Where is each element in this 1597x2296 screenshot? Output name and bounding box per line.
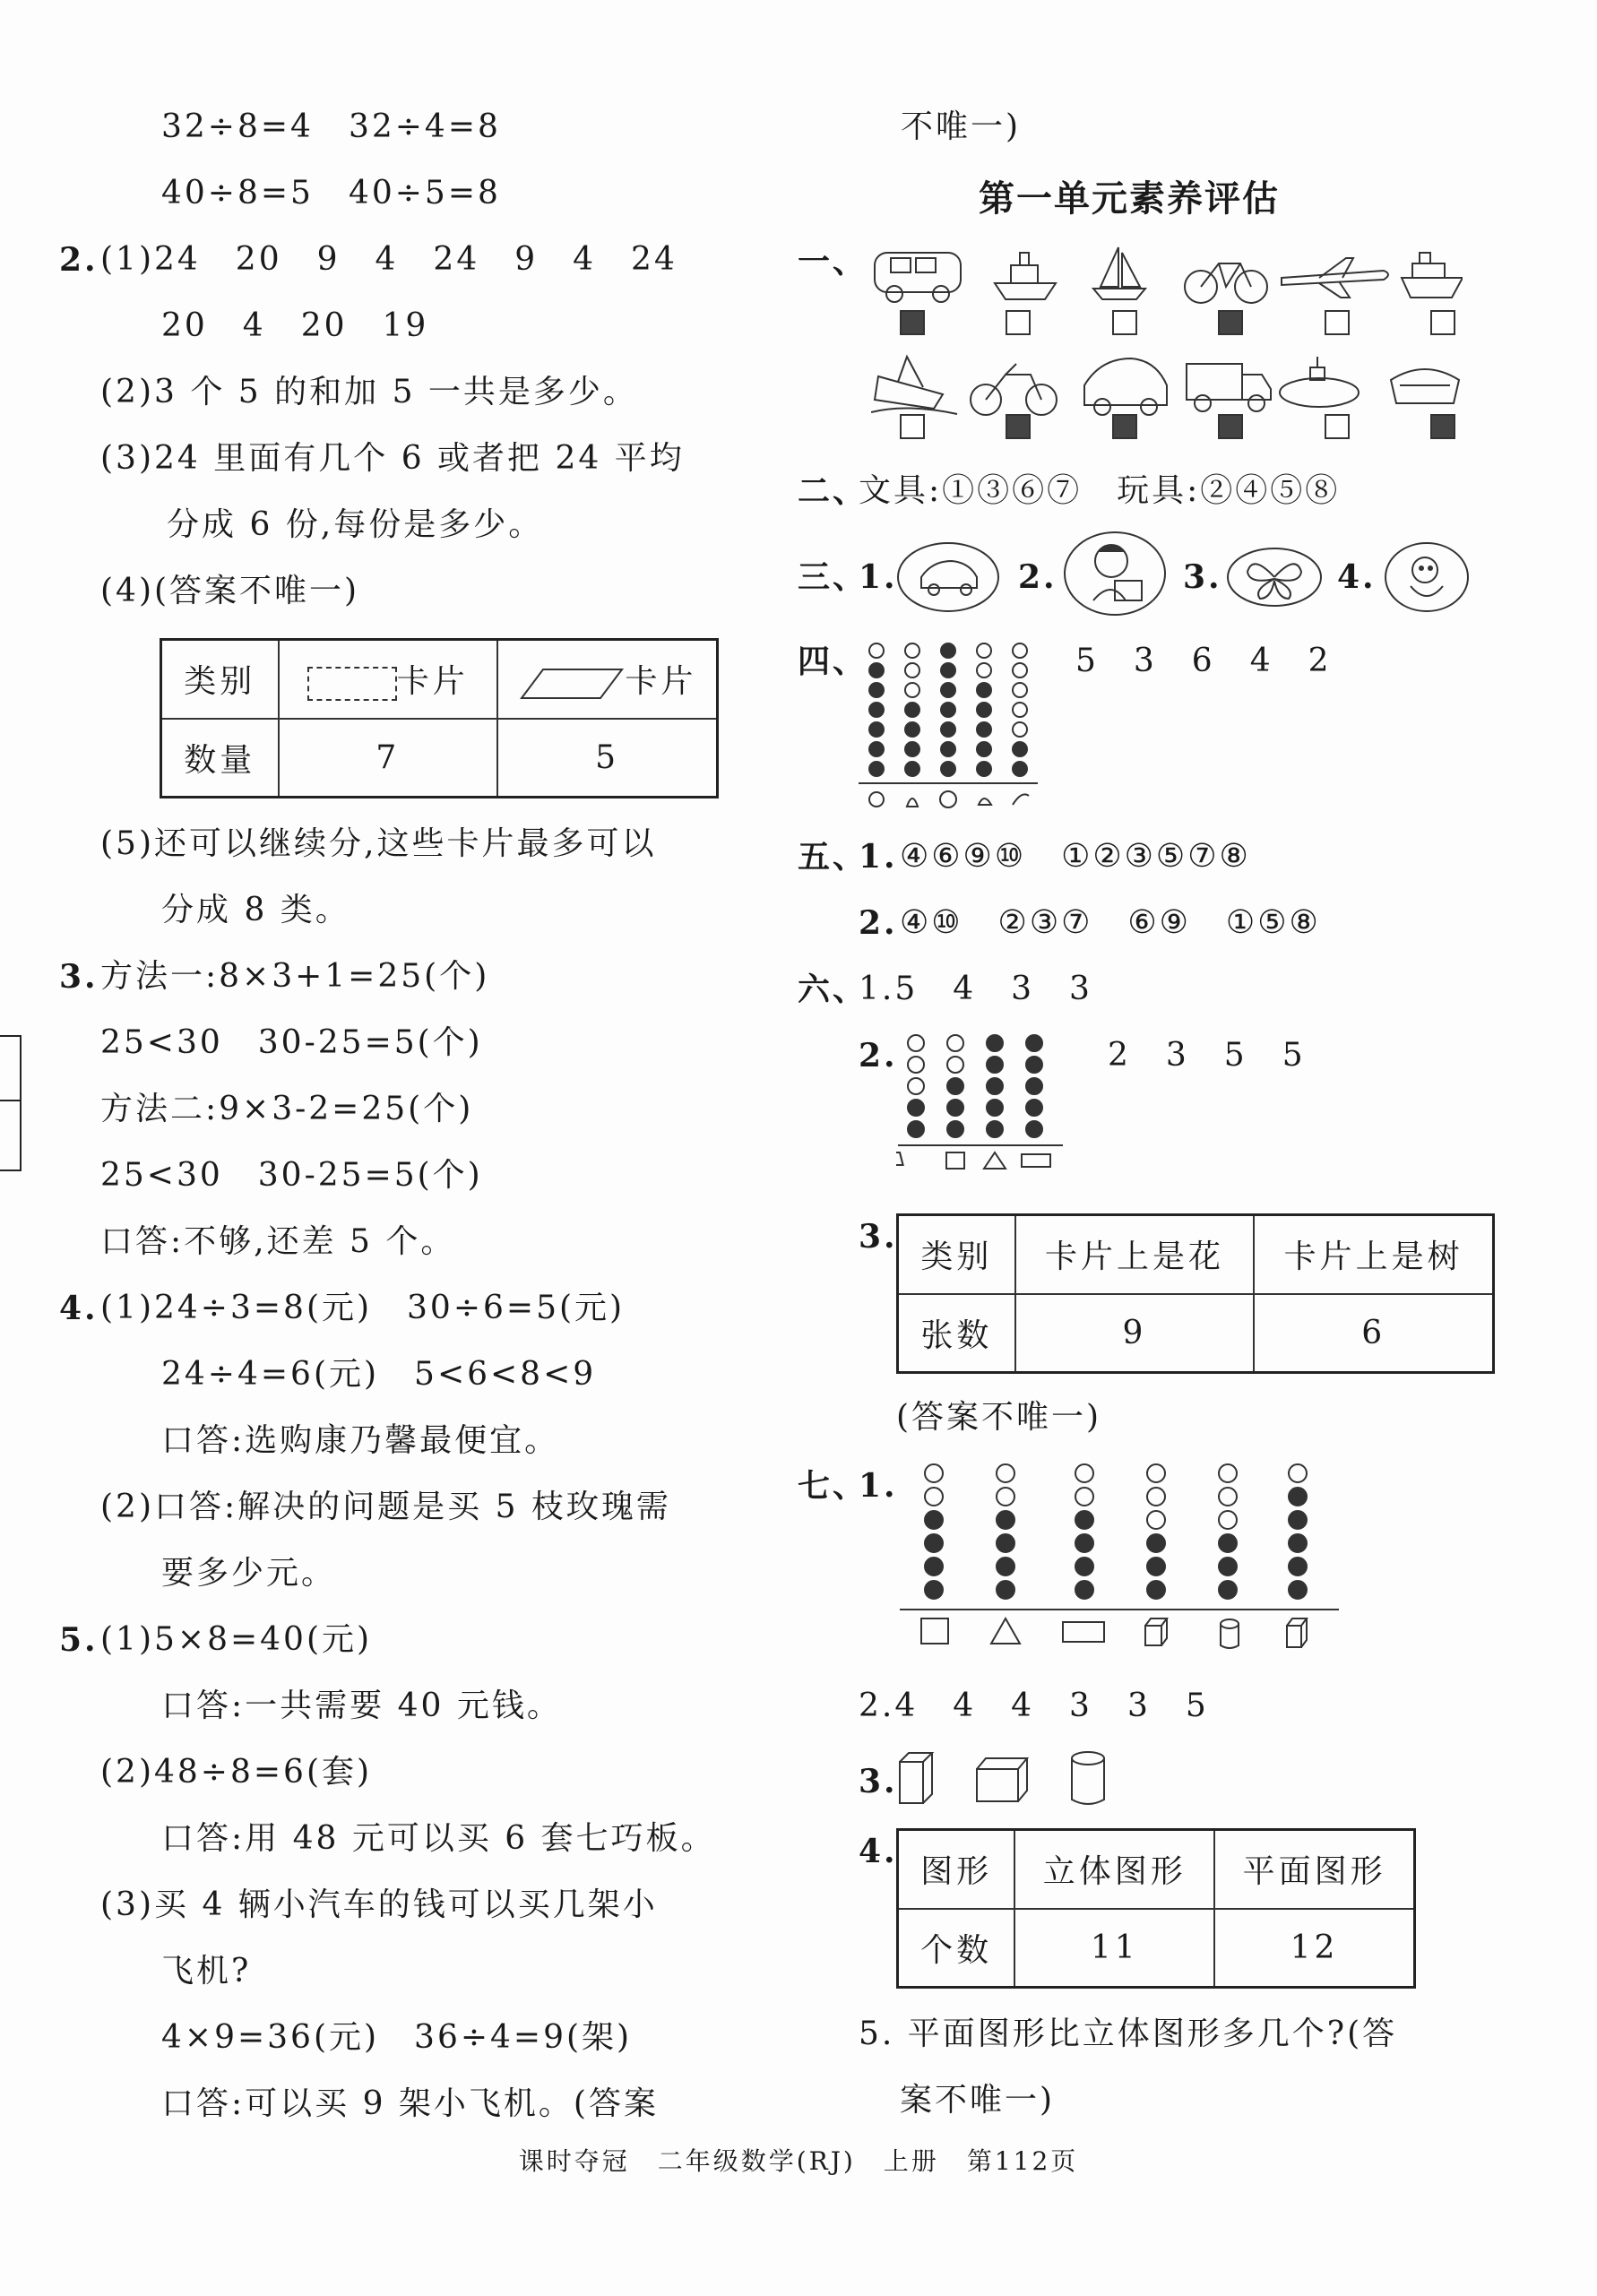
section-number: 一、 (798, 243, 868, 281)
filled-box (900, 310, 925, 335)
item-number: 4. (859, 1833, 898, 1870)
answer-line: (5)还可以继续分,这些卡片最多可以 (100, 825, 657, 862)
table-header: 图形 (898, 1830, 1015, 1909)
table-header: 平面图形 (1214, 1830, 1414, 1909)
answer-line: (4)(答案不唯一) (100, 573, 360, 609)
bicycle-icon (1185, 263, 1267, 303)
item-number: 1. (859, 1467, 898, 1505)
card-category-table (160, 638, 719, 798)
table-cell: 7 (279, 719, 498, 798)
table-cell: 12 (1214, 1909, 1414, 1988)
answer-boxes-row1 (900, 310, 1455, 335)
item-number: 3. (859, 1763, 898, 1800)
empty-box (900, 414, 925, 439)
motorcycle-icon (971, 364, 1057, 415)
answer-line: 5. 平面图形比立体图形多几个?(答 (859, 2015, 1398, 2052)
answer-line: (3)24 里面有几个 6 或者把 24 平均 (100, 440, 685, 477)
answer-line: 要多少元。 (161, 1555, 337, 1592)
answer-line: 口答:不够,还差 5 个。 (100, 1223, 456, 1260)
car-icon (1084, 358, 1167, 415)
hovercraft-icon (1391, 369, 1459, 403)
answer-line: 40÷8=5 40÷5=8 (161, 175, 501, 211)
filled-box (1112, 414, 1137, 439)
answer-line: (1)5×8=40(元) (100, 1621, 373, 1658)
table-row-label: 数量 (161, 719, 279, 798)
answer-line: (1)24 20 9 4 24 9 4 24 (100, 241, 678, 278)
answer-line: 20 4 20 19 (161, 307, 429, 344)
item-number: 2. (859, 904, 898, 942)
item-number: 3. (1183, 558, 1222, 596)
section-title: 第一单元素养评估 (979, 178, 1280, 220)
submarine-icon (1280, 357, 1359, 407)
van-icon (875, 253, 961, 302)
airplane-icon (1282, 258, 1388, 298)
answer-line: 25<30 30-25=5(个) (100, 1157, 483, 1194)
question-number: 3. (59, 958, 99, 996)
table-header: 卡片上是树 (1254, 1215, 1493, 1294)
page-edge-mark (0, 1035, 22, 1171)
answer-line: 口答:一共需要 40 元钱。 (161, 1687, 562, 1724)
answer-line: 口答:用 48 元可以买 6 套七巧板。 (161, 1820, 716, 1857)
answer-line: 4×9=36(元) 36÷4=9(架) (161, 2019, 633, 2056)
answer-line: 不唯一) (901, 108, 1022, 145)
item-number: 2. (859, 1037, 898, 1075)
filled-box (1430, 414, 1455, 439)
filled-box (1218, 310, 1243, 335)
car-circled-icon (896, 538, 1004, 615)
item-number: 3. (859, 1218, 898, 1256)
ocean-liner-icon (1402, 253, 1463, 298)
table-header: 卡片 (279, 640, 498, 719)
answer-line: ④⑩ ②③⑦ ⑥⑨ ①⑤⑧ (900, 904, 1321, 941)
solid-shapes-answer (896, 1748, 1129, 1810)
section-number: 四、 (798, 643, 868, 680)
shape-count-table (896, 1828, 1416, 1989)
item-number: 4. (1337, 558, 1377, 596)
answer-line: (2)48÷8=6(套) (100, 1754, 373, 1791)
answer-line: 2 3 5 5 (1108, 1037, 1306, 1074)
answer-line: 24÷4=6(元) 5<6<8<9 (161, 1356, 597, 1393)
answer-line: 分成 8 类。 (161, 892, 350, 928)
filled-box (1006, 414, 1031, 439)
ship-icon (995, 253, 1056, 299)
table-row-label: 张数 (898, 1294, 1015, 1373)
question-number: 5. (59, 1621, 99, 1659)
answer-line: (3)买 4 辆小汽车的钱可以买几架小 (100, 1886, 658, 1923)
answer-line: 方法一:8×3+1=25(个) (100, 958, 490, 995)
answer-line: 1.5 4 3 3 (859, 971, 1092, 1007)
table-header: 卡片 (497, 640, 717, 719)
table-header: 立体图形 (1014, 1830, 1214, 1909)
bead-graph-solids (896, 1461, 1344, 1662)
bead-graph-fruits (857, 638, 1050, 817)
section-number: 二、 (798, 472, 868, 510)
answer-line: 口答:可以买 9 架小飞机。(答案 (161, 2085, 659, 2122)
answer-line: 5 3 6 4 2 (1075, 643, 1332, 679)
child-reading-circled-icon (1061, 529, 1169, 618)
item-number: 2. (1018, 558, 1057, 596)
empty-box (1112, 310, 1137, 335)
answer-line: (2)口答:解决的问题是买 5 枝玫瑰需 (100, 1489, 671, 1525)
table-cell: 5 (497, 719, 717, 798)
answer-line: (2)3 个 5 的和加 5 一共是多少。 (100, 374, 638, 410)
card-flower-tree-table (896, 1213, 1495, 1374)
item-number: 1. (859, 838, 898, 876)
parallelogram-shape-icon (518, 666, 626, 702)
butterfly-circled-icon (1226, 545, 1325, 609)
table-row-label: 个数 (898, 1909, 1015, 1988)
answer-line: (1)24÷3=8(元) 30÷6=5(元) (100, 1290, 626, 1326)
answer-note: (答案不唯一) (896, 1399, 1102, 1436)
answer-line: 2.4 4 4 3 3 5 (859, 1687, 1209, 1724)
answer-boxes-row2 (900, 414, 1455, 439)
sailboat-icon (1093, 247, 1145, 299)
page-footer: 课时夺冠 二年级数学(RJ) 上册 第112页 (518, 2146, 1079, 2176)
section-number: 五、 (798, 838, 868, 876)
section-number: 三、 (798, 558, 868, 596)
rectangle-shape-icon (307, 667, 397, 701)
bead-graph-shapes (896, 1031, 1066, 1192)
answer-line: 分成 6 份,每份是多少。 (167, 506, 544, 543)
answer-line: 口答:选购康乃馨最便宜。 (161, 1422, 560, 1459)
answer-line: 25<30 30-25=5(个) (100, 1024, 483, 1061)
sinking-boat-icon (871, 357, 957, 414)
answer-line: 飞机? (161, 1953, 252, 1990)
table-cell: 6 (1254, 1294, 1493, 1373)
answer-line: ④⑥⑨⑩ ①②③⑤⑦⑧ (900, 838, 1251, 875)
question-number: 4. (59, 1290, 99, 1327)
answer-line: 案不唯一) (900, 2082, 1056, 2119)
table-header: 类别 (161, 640, 279, 719)
empty-box (1325, 414, 1350, 439)
table-header: 卡片上是花 (1015, 1215, 1255, 1294)
item-number: 1. (859, 558, 898, 596)
truck-icon (1187, 364, 1271, 411)
empty-box (1325, 310, 1350, 335)
answer-line: 文具:①③⑥⑦ 玩具:②④⑤⑧ (859, 472, 1341, 509)
table-header: 类别 (898, 1215, 1015, 1294)
table-cell: 11 (1014, 1909, 1214, 1988)
section-number: 六、 (798, 971, 868, 1008)
empty-box (1006, 310, 1031, 335)
toy-circled-icon (1384, 539, 1470, 615)
section-number: 七、 (798, 1467, 868, 1505)
filled-box (1218, 414, 1243, 439)
question-number: 2. (59, 241, 99, 279)
table-cell: 9 (1015, 1294, 1255, 1373)
answer-line: 32÷8=4 32÷4=8 (161, 108, 501, 145)
empty-box (1430, 310, 1455, 335)
answer-line: 方法二:9×3-2=25(个) (100, 1091, 474, 1127)
